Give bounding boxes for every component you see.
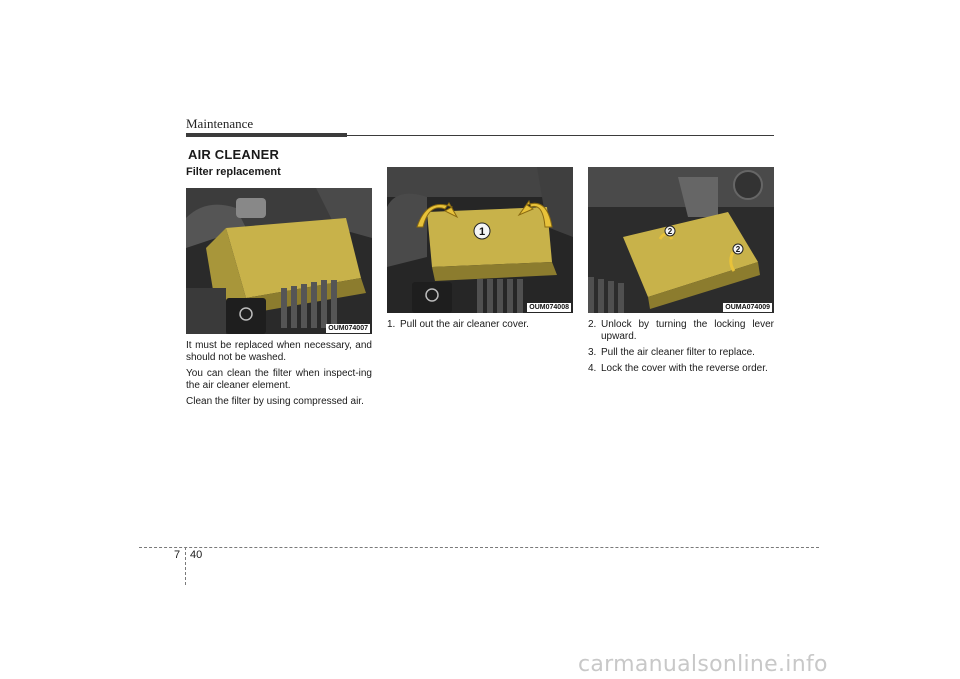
callout-1: 1 [478, 226, 486, 238]
step-item [588, 347, 774, 359]
watermark: carmanualsonline.info [578, 652, 828, 677]
step-item [588, 363, 774, 375]
header-rule-thick [186, 133, 347, 137]
footer-divider [139, 547, 819, 548]
page-number: 40 [190, 549, 203, 561]
step-number: 2. [588, 319, 597, 330]
section-title: AIR CLEANER [188, 147, 280, 162]
step-text: Pull the air cleaner filter to replace. [601, 347, 755, 358]
engine-bay-illustration [387, 167, 573, 313]
header-rule-thin [347, 135, 774, 136]
image-code: OUMA074009 [725, 304, 770, 311]
step-number: 3. [588, 347, 597, 358]
callout-2b: 2 [735, 245, 741, 254]
running-header: Maintenance [186, 116, 254, 131]
image-code: OUM074008 [529, 304, 569, 311]
paragraph: Clean the filter by using compressed air. [186, 396, 364, 407]
footer-divider-vertical [185, 547, 186, 585]
step-item [588, 319, 774, 343]
photo-air-cleaner-housing [186, 188, 372, 334]
paragraph: It must be replaced when necessary, and should not be washed. [186, 340, 372, 363]
photo-unlock-lever [588, 167, 774, 313]
paragraph: You can clean the filter when inspect-ing the air cleaner element. [186, 368, 372, 391]
image-code: OUM074007 [328, 325, 368, 332]
callout-2a: 2 [667, 227, 673, 236]
column-1-text [186, 340, 372, 412]
step-text: Lock the cover with the reverse order. [601, 363, 768, 374]
section-subtitle: Filter replacement [186, 166, 281, 178]
column-3-text [588, 319, 774, 379]
step-item [387, 319, 573, 331]
step-number: 4. [588, 363, 597, 374]
step-text: Pull out the air cleaner cover. [400, 319, 529, 330]
photo-pull-out-cover [387, 167, 573, 313]
chapter-number: 7 [174, 549, 181, 561]
step-number: 1. [387, 319, 396, 330]
engine-bay-illustration [186, 188, 372, 334]
column-2-text [387, 319, 573, 335]
engine-bay-illustration [588, 167, 774, 313]
step-text: Unlock by turning the locking lever upward. [601, 319, 774, 342]
